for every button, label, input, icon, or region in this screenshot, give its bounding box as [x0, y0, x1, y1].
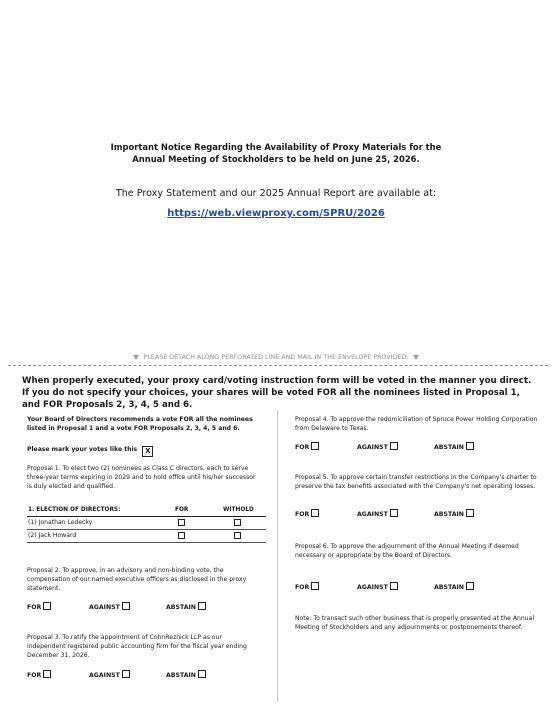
board-recommendation: Your Board of Directors recommends a vote FOR all the nominees listed in Proposal 1 and a vote FOR Proposals 2, 3, 4, 5 and 6. — [27, 416, 253, 432]
proposal-3-against-checkbox[interactable] — [122, 670, 130, 678]
vote-abstain-label: ABSTAIN — [434, 444, 464, 451]
table-row — [27, 517, 266, 530]
vote-for-label: FOR — [295, 584, 310, 591]
proposal-4-text: Proposal 4. To approve the redomiciliation of Spruce Power Holding Corporation from Delaware to Texas. — [295, 416, 538, 432]
proposal-2-against-checkbox[interactable] — [122, 602, 130, 610]
vote-against-label: AGAINST — [89, 672, 120, 679]
directors-table — [27, 505, 266, 543]
proposal-5-votes — [295, 509, 545, 519]
header-for: FOR — [175, 507, 189, 513]
header-election: 1. ELECTION OF DIRECTORS: — [28, 507, 121, 513]
proposal-5-for-checkbox[interactable] — [311, 509, 319, 517]
proxy-materials-link[interactable]: https://web.viewproxy.com/SPRU/2026 — [167, 208, 385, 219]
proposal-6-text: Proposal 6. To approve the adjournment of the Annual Meeting if deemed necessary or appropriate by the Board of Directors. — [295, 543, 519, 559]
proposal-5-abstain-checkbox[interactable] — [466, 509, 474, 517]
notice-heading — [0, 141, 552, 165]
nominee-name: (2) Jack Howard — [28, 532, 77, 539]
vote-for-label: FOR — [295, 444, 310, 451]
note-text: Note: To transact such other business that is properly presented at the Annual Meeting of Stockholders and any adjournments or postponements thereof. — [295, 615, 535, 631]
proposal-3-for-checkbox[interactable] — [43, 670, 51, 678]
vote-against-label: AGAINST — [357, 444, 388, 451]
vote-against-label: AGAINST — [89, 604, 120, 611]
proposal-4-for-checkbox[interactable] — [311, 442, 319, 450]
nominee-2-for-checkbox[interactable] — [178, 532, 185, 539]
column-divider — [277, 410, 278, 702]
vote-abstain-label: ABSTAIN — [434, 584, 464, 591]
vote-for-label: FOR — [27, 604, 42, 611]
proposal-4-abstain-checkbox[interactable] — [466, 442, 474, 450]
proposal-2-abstain-checkbox[interactable] — [198, 602, 206, 610]
proposal-4-votes — [295, 442, 545, 452]
vote-against-label: AGAINST — [357, 584, 388, 591]
proxy-card-intro: When properly executed, your proxy card/voting instruction form will be voted in the manner you direct. If you do not specify your choices, your shares will be voted FOR all the nominees listed in Proposal 1, and FOR Proposals 2, 3, 4, 5 and 6. — [22, 376, 532, 410]
proposal-1-text: Proposal 1. To elect two (2) nominees as Class C directors, each to serve three-year terms expiring in 2029 and to hold office until his/her successor is duly elected and qualified. — [27, 465, 256, 490]
proposal-4-against-checkbox[interactable] — [390, 442, 398, 450]
notice-line-2: Annual Meeting of Stockholders to be held on June 25, 2026. — [132, 154, 420, 164]
proposal-3-votes — [27, 670, 267, 680]
header-withhold: WITHOLD — [223, 507, 254, 513]
down-triangle-icon — [413, 355, 419, 360]
vote-abstain-label: ABSTAIN — [434, 511, 464, 518]
notice-line-1: Important Notice Regarding the Availability of Proxy Materials for the — [110, 142, 442, 152]
proposal-5-against-checkbox[interactable] — [390, 509, 398, 517]
mark-example-box: X — [142, 446, 153, 457]
vote-against-label: AGAINST — [357, 511, 388, 518]
mark-instruction-label: Please mark your votes like this — [27, 446, 138, 453]
nominee-name: (1) Jonathan Ledecky — [28, 519, 93, 526]
perforated-line — [8, 365, 548, 366]
detach-text: PLEASE DETACH ALONG PERFORATED LINE AND MAIL IN THE ENVELOPE PROVIDED. — [143, 354, 409, 361]
proposal-2-votes — [27, 602, 267, 612]
proposal-2-text: Proposal 2. To approve, in an advisory and non-binding vote, the compensation of our named executive officers as disclosed in the proxy statement. — [27, 567, 247, 592]
proposal-6-abstain-checkbox[interactable] — [466, 582, 474, 590]
availability-text: The Proxy Statement and our 2025 Annual Report are available at: — [115, 188, 437, 199]
proposal-6-votes — [295, 582, 545, 592]
nominee-1-withhold-checkbox[interactable] — [234, 519, 241, 526]
down-triangle-icon — [133, 355, 139, 360]
vote-for-label: FOR — [295, 511, 310, 518]
proposal-3-text: Proposal 3. To ratify the appointment of CohnReznick LLP as our independent registered public accounting firm for the fiscal year ending December 31, 2026. — [27, 634, 247, 659]
vote-abstain-label: ABSTAIN — [166, 604, 196, 611]
vote-abstain-label: ABSTAIN — [166, 672, 196, 679]
proposal-6-against-checkbox[interactable] — [390, 582, 398, 590]
proposal-2-for-checkbox[interactable] — [43, 602, 51, 610]
mark-instruction — [27, 445, 257, 457]
table-row — [27, 530, 266, 543]
proposal-3-abstain-checkbox[interactable] — [198, 670, 206, 678]
directors-table-header — [27, 505, 266, 517]
nominee-2-withhold-checkbox[interactable] — [234, 532, 241, 539]
detach-instruction — [0, 354, 552, 361]
vote-for-label: FOR — [27, 672, 42, 679]
proposal-6-for-checkbox[interactable] — [311, 582, 319, 590]
nominee-1-for-checkbox[interactable] — [178, 519, 185, 526]
proposal-5-text: Proposal 5. To approve certain transfer restrictions in the Company’s charter to preserve the tax benefits associated with the Company’s net operating losses. — [295, 474, 537, 490]
